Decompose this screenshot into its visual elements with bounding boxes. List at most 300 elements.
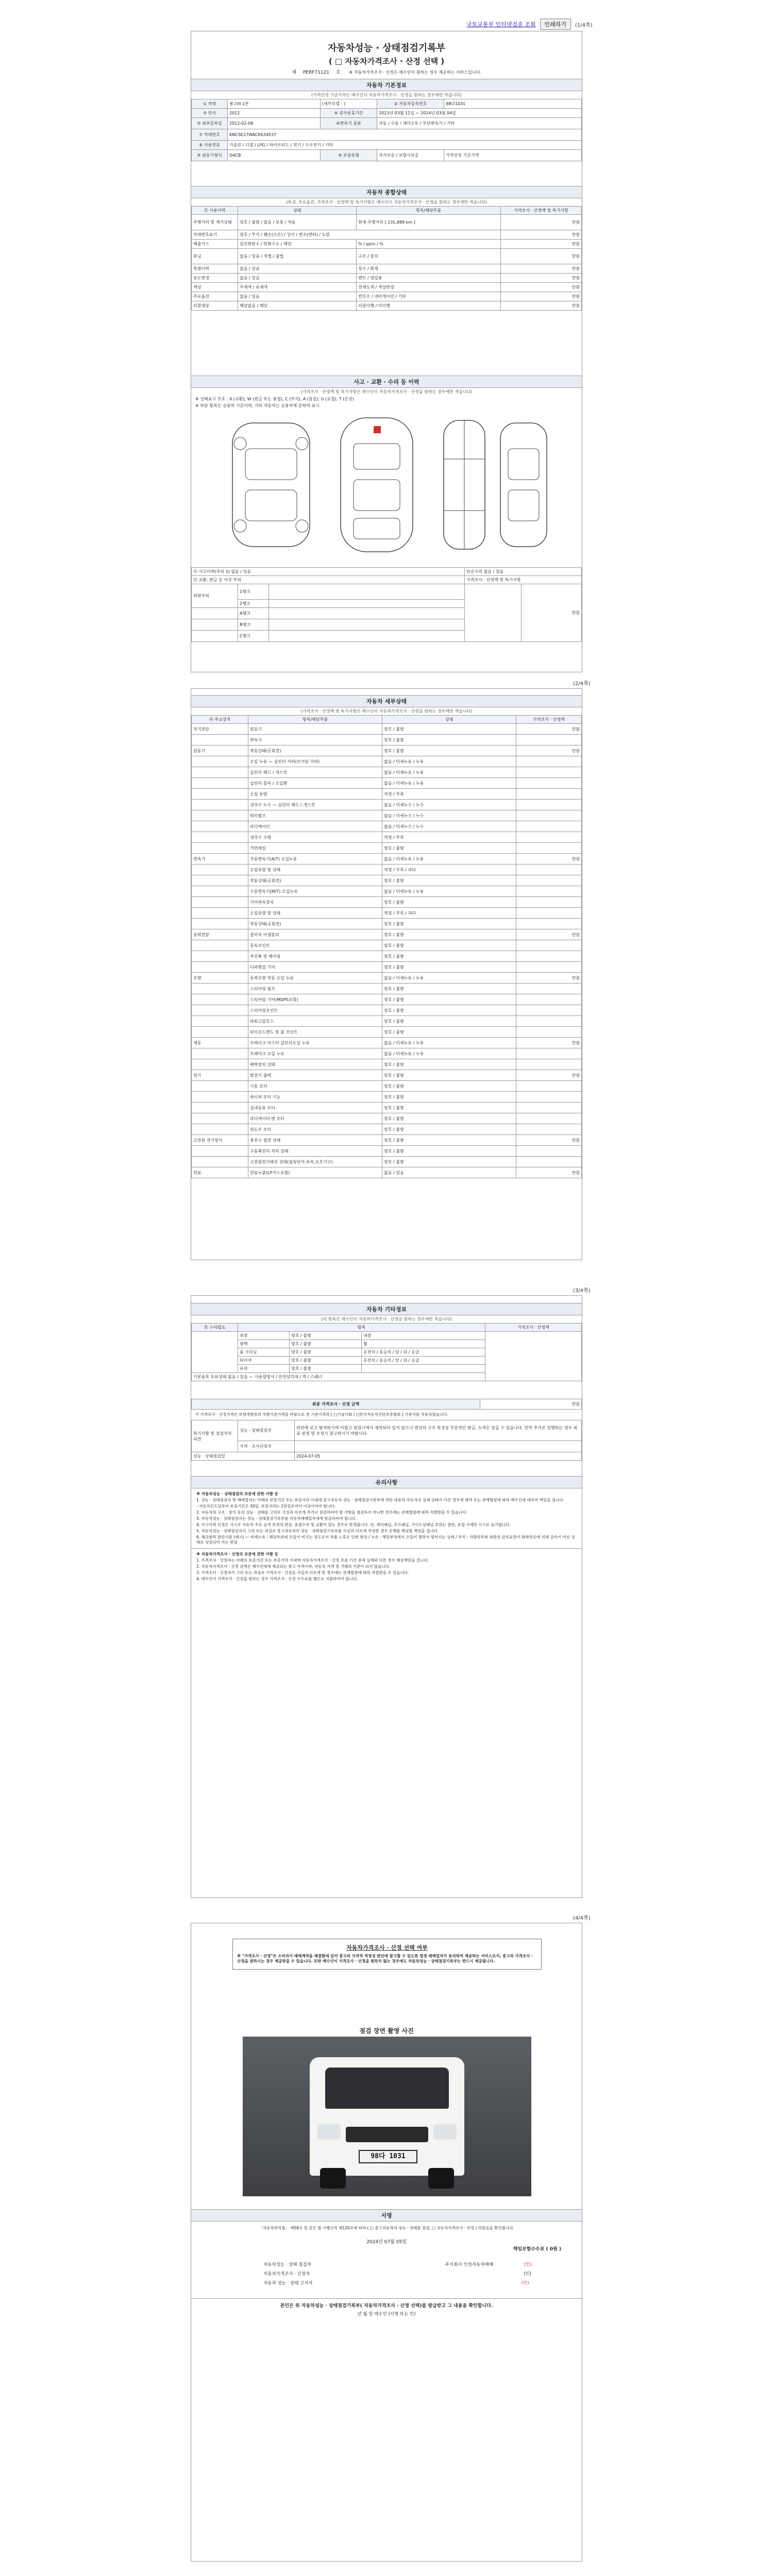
status-detail: 현재 주행거리 [ 231,888 km ] — [357, 215, 501, 230]
detail-device — [192, 994, 248, 1005]
etc-item: 룸 크리닝 — [238, 1348, 290, 1357]
detail-price — [516, 865, 582, 875]
final-price-unit: 만원 — [480, 1399, 582, 1410]
status-detail: 렌트 / 영업용 — [357, 274, 501, 283]
detail-row — [192, 789, 582, 800]
detail-price — [516, 778, 582, 789]
col-header: ⑭ 주요장치 — [192, 716, 248, 724]
status-price: 만원 — [501, 301, 582, 311]
simple-repair: 단순수리 없음 / 있음 — [465, 568, 582, 576]
truck-grille — [346, 2127, 428, 2142]
inspection-date-label: 성능 · 상태점검일 — [192, 1452, 295, 1461]
detail-part: 연료누출(LP가스포함) — [248, 1167, 382, 1178]
detail-part: 오일유량 및 상태 — [248, 908, 382, 919]
detail-price — [516, 789, 582, 800]
accident-note: (가격조사 · 산정액 및 특기사항은 매수인이 자동차가격조사 · 산정을 원하는 경우에만 적습니다) — [300, 389, 473, 394]
signature-date: 2024년 07월 05일 — [366, 2240, 407, 2245]
truck-windshield — [325, 2067, 449, 2109]
accident-table — [191, 567, 582, 642]
detail-state: 양호 / 불량 — [382, 919, 516, 929]
signature-title: 서명 — [191, 2209, 582, 2222]
detail-part: 실린더 헤드 / 개스킷 — [248, 767, 382, 778]
status-title: 자동차 종합상태 — [191, 186, 582, 198]
detail-state: 없음 / 미세누유 / 누유 — [382, 1048, 516, 1059]
detail-state: 없음 / 미세누수 / 누수 — [382, 810, 516, 821]
detail-device: 전기 — [192, 1070, 248, 1081]
signer-role: 자동차가격조사 · 산정자 — [263, 2272, 310, 2277]
accident-title: 사고 · 교환 · 수리 등 이력 — [191, 376, 582, 388]
vin: KNCSE27WACK634537 — [228, 129, 582, 141]
detail-device — [192, 1092, 248, 1103]
col-header: 항목/해당부품 — [357, 207, 501, 215]
detail-state: 양호 / 불량 — [382, 1103, 516, 1113]
detail-device — [192, 778, 248, 789]
detail-row — [192, 854, 582, 865]
buyer-confirmation: 본인은 위 자동차성능 · 상태점검기록부( 자동차가격조사 · 산정 선택)를 발급받고 그 내용을 확인합니다. — [191, 2298, 582, 2309]
detail-device: 고전원 전기장치 — [192, 1135, 248, 1146]
detail-row — [192, 919, 582, 929]
detail-row — [192, 886, 582, 897]
first-reg-date: 2012-02-09 — [228, 118, 321, 129]
detail-row — [192, 745, 582, 756]
detail-device — [192, 1157, 248, 1167]
detail-part: 스티어링 펌프 — [248, 984, 382, 994]
etc-title: 자동차 기타정보 — [191, 1303, 582, 1315]
detail-device — [192, 1081, 248, 1092]
detail-row — [192, 821, 582, 832]
license-plate: 98다 1031 — [359, 2150, 417, 2163]
cell-label: ⑩ 보증유형 — [321, 150, 377, 161]
car-left-side-diagram — [232, 423, 310, 547]
detail-row — [192, 1113, 582, 1124]
detail-price: 만원 — [516, 973, 582, 984]
detail-part: 스티어링 기어(MDPS포함) — [248, 994, 382, 1005]
detail-part: 수동변속기(M/T) 오일누유 — [248, 886, 382, 897]
signers — [263, 2260, 582, 2288]
signer-row — [263, 2269, 582, 2279]
detail-state: 양호 / 불량 — [382, 897, 516, 908]
exchange-parts: ⑬ 교환, 판금 등 이상 부위 — [192, 576, 465, 584]
detail-state: 양호 / 불량 — [382, 951, 516, 962]
cell-label: ③ 연식 — [192, 109, 228, 118]
document-number-row — [191, 69, 582, 75]
col-header: 상태 — [382, 716, 516, 724]
detail-device — [192, 832, 248, 843]
detail-part: 클러치 어셈블리 — [248, 929, 382, 940]
detail-price — [516, 908, 582, 919]
etc-item: 외장 — [238, 1332, 290, 1340]
damage-marker — [374, 426, 381, 433]
detail-state: 양호 / 불량 — [382, 1059, 516, 1070]
document-subtitle: ( □ 자동차가격조사 · 산정 선택 ) — [328, 57, 445, 66]
status-detail: 리콜이행 / 미이행 — [357, 301, 501, 311]
cell-label: ⑧ 사용연료 — [192, 141, 228, 150]
cell-label: ④ 검사유효기간 — [321, 109, 377, 118]
grade-label: 2랭크 — [238, 600, 269, 608]
detail-state: 적정 / 부족 — [382, 789, 516, 800]
signature-section — [191, 2209, 582, 2317]
detail-part: 냉각수 수량 — [248, 832, 382, 843]
detail-state: 양호 / 불량 — [382, 1016, 516, 1027]
detail-row — [192, 1027, 582, 1038]
detail-state: 양호 / 불량 — [382, 994, 516, 1005]
page-2 — [191, 688, 582, 1260]
detail-state: 없음 / 미세누유 / 누유 — [382, 886, 516, 897]
detail-state: 적정 / 부족 — [382, 832, 516, 843]
detail-device — [192, 800, 248, 810]
detail-price — [516, 756, 582, 767]
detail-part: 브레이크 마스터 실린더오일 누유 — [248, 1038, 382, 1048]
detail-price — [516, 984, 582, 994]
detail-part: 기어변속장치 — [248, 897, 382, 908]
signer-mark: (인) — [521, 2281, 529, 2286]
guide-item: 5. 자동차성능 · 상태점검자가 고의 또는 과실로 중고자동차의 성능 · 상태점검기록부를 사실과 다르게 작성한 경우 손해를 배상할 책임을 집니다. — [196, 1529, 439, 1533]
cell-label: ⑤ 최초등록일 — [192, 118, 228, 129]
detail-device — [192, 940, 248, 951]
status-state: 해당없음 / 해당 — [238, 301, 357, 311]
detail-part: 와이퍼 모터 기능 — [248, 1092, 382, 1103]
detail-price — [516, 1146, 582, 1157]
detail-device: 변속기 — [192, 854, 248, 865]
grade-label: C랭크 — [238, 631, 269, 642]
detail-state: 양호 / 불량 — [382, 724, 516, 735]
top-toolbar — [466, 19, 593, 30]
status-key: 튜닝 — [192, 249, 238, 264]
inspection-date: 2024-07-05 — [295, 1452, 582, 1461]
signer-row — [263, 2260, 582, 2269]
status-price: 만원 — [501, 264, 582, 274]
detail-device — [192, 1027, 248, 1038]
tire-right — [428, 2168, 454, 2189]
detail-part: 실내송풍 모터 — [248, 1103, 382, 1113]
price-select-body: ※ "가격조사 · 산정"은 소비자가 매매계약을 체결함에 있어 중고차 가격적 적정성 판단에 참고할 수 있도록 법정 매매업자가 동의하여 제공하는 서비스로서, 중고차 가격조사 · 산정을 원하시는 경우 제공받을 수 있습니다. 또한 매수인이 가격조사 · 산정을 원하지 않는 경우에도 자동차성능 · 상태점검기록부는 반드시 제공됩니다. — [237, 1954, 533, 1963]
page-4 — [191, 1923, 582, 2562]
detail-device — [192, 886, 248, 897]
detail-row — [192, 1048, 582, 1059]
signer-company: 주식회사 인천자동차매매 — [445, 2262, 493, 2267]
detail-price — [516, 994, 582, 1005]
detail-state: 없음 / 미세누유 / 누유 — [382, 756, 516, 767]
status-key: 차대번호표기 — [192, 230, 238, 240]
detail-row — [192, 832, 582, 843]
detail-device — [192, 821, 248, 832]
detail-row — [192, 735, 582, 745]
frame-label: 외판부위 — [192, 584, 238, 608]
accident-history: ⑫ 사고이력(주의 1) 없음 / 있음 — [192, 568, 465, 576]
etc-item: 운전석 / 동승석 / 앞 / 뒤 / 응급 — [362, 1357, 485, 1365]
page-number-3: (3/4쪽) — [573, 1288, 591, 1294]
final-price-table — [191, 1399, 582, 1410]
headlight-right — [433, 2124, 457, 2140]
etc-state: 양호 / 불량 — [290, 1332, 362, 1340]
detail-row — [192, 1092, 582, 1103]
detail-state: 양호 / 불량 — [382, 745, 516, 756]
detail-price — [516, 735, 582, 745]
detail-row — [192, 724, 582, 735]
detail-part: 타이로드엔드 및 볼 조인트 — [248, 1027, 382, 1038]
detail-row — [192, 800, 582, 810]
detail-row — [192, 1070, 582, 1081]
car-damage-diagram — [222, 408, 552, 562]
detail-part: 워터펌프 — [248, 810, 382, 821]
status-state: 없음 / 있음 / 적법 / 불법 — [238, 249, 357, 264]
detail-note: (가격조사 · 산정액 및 특기사항은 매수인이 자동차가격조사 · 산정을 원하는 경우에만 적습니다) — [300, 709, 473, 714]
detail-part: 배력장치 상태 — [248, 1059, 382, 1070]
signer-role: 자동차성능 · 상태 점검자 — [263, 2262, 311, 2267]
detail-state: 적정 / 부족 / 과다 — [382, 908, 516, 919]
signer-mark: (인) — [524, 2272, 532, 2277]
signer-role: 자동차 성능 · 상태 고지자 — [263, 2281, 313, 2286]
detail-price: 만원 — [516, 1038, 582, 1048]
status-key: 용도변경 — [192, 274, 238, 283]
detail-row — [192, 962, 582, 973]
engine-type: D4CB — [228, 150, 321, 161]
status-price: 만원 — [501, 292, 582, 301]
detail-state: 양호 / 불량 — [382, 875, 516, 886]
accident-legend-2: ※ 하단 항목은 승용차 기준이며, 기타 자동차는 승용차에 준하여 표시 — [195, 403, 320, 408]
guide-item: 1. 성능 · 상태점검자 및 매매업자는 아래의 보증기간 또는 보증거리 이내에 중고자동차 성능 · 상태점검기록부에 적힌 내용과 자동차의 실제 상태가 다른 경우에 계약 또는 관계법령에 따라 매수인에 대하여 책임을 집니다. — [196, 1498, 564, 1502]
guide-section-2 — [191, 1548, 582, 1585]
signature-statement: 「자동차관리법」 제58조 및 같은 법 시행규칙 제120조에 따라 ( □ 중고자동차의 성능 · 상태를 점검, □ 자동차가격조사 · 산정 ) 하였음을 확인합니다. — [259, 2226, 514, 2230]
inspection-photo — [243, 2037, 531, 2196]
detail-part: 충전구 절연 상태 — [248, 1135, 382, 1146]
status-state: 없음 / 있음 — [238, 274, 357, 283]
etc-item: 운전석 / 동승석 / 앞 / 뒤 / 응급 — [362, 1348, 485, 1357]
detail-price — [516, 1124, 582, 1135]
status-price: 만원 — [501, 230, 582, 240]
status-key: 리콜대상 — [192, 301, 238, 311]
detail-device: 동력전달 — [192, 929, 248, 940]
etc-item: 타이어 — [238, 1357, 290, 1365]
grade-label: B랭크 — [238, 619, 269, 631]
opinion-table — [191, 1420, 582, 1461]
detail-row — [192, 1103, 582, 1113]
cell-label: ⑥변속기 종류 — [321, 118, 377, 129]
status-state: 없음 / 있음 — [238, 264, 357, 274]
detail-state: 양호 / 불량 — [382, 1113, 516, 1124]
detail-device — [192, 919, 248, 929]
detail-price: 만원 — [516, 929, 582, 940]
signer-mark: (인) — [524, 2262, 532, 2267]
detail-part: 라디에이터 팬 모터 — [248, 1113, 382, 1124]
detail-part: 라디에이터 — [248, 821, 382, 832]
page-number-2: (2/4쪽) — [573, 681, 591, 687]
detail-state: 양호 / 불량 — [382, 843, 516, 854]
detail-device — [192, 962, 248, 973]
detail-row — [192, 1038, 582, 1048]
guide-item: - 자동차인도일부터 보증기간은 30일, 보증거리는 2천킬로미터 이상이어야 합니다. — [196, 1504, 336, 1509]
detail-table — [191, 715, 582, 1178]
detail-price: 만원 — [516, 854, 582, 865]
detail-price — [516, 875, 582, 886]
detail-part: 윈도우 모터 — [248, 1124, 382, 1135]
detail-part: 실린더 블록 / 오일팬 — [248, 778, 382, 789]
detail-state: 양호 / 불량 — [382, 1135, 516, 1146]
col-header: 가격조사 · 산정액 — [516, 716, 582, 724]
col-header: 가격조사 · 산정액 — [485, 1324, 582, 1332]
status-key: 특별이력 — [192, 264, 238, 274]
detail-row — [192, 778, 582, 789]
buyer-signature-line: 년 월 일 매수인 (서명 또는 인) — [357, 2312, 416, 2317]
basic-items: 기본품목 보유상태 없음 / 있음 — 사용설명서 / 안전삼각대 / 잭 / 스패너 — [192, 1373, 485, 1381]
guide-item: 3. 자동차성능 · 상태점검자는 성능 · 상태점검기록부를 자동차매매업자에게 발급하여야 합니다. — [196, 1516, 357, 1521]
price-label: 가격조사 · 산정액 및 특기사항 — [465, 576, 582, 584]
opinion-sub: 성능 · 상태점검자 — [238, 1420, 295, 1441]
detail-part: 오일유량 및 상태 — [248, 865, 382, 875]
cell-label: ⑦ 차대번호 — [192, 129, 228, 141]
detail-part: 변속기 — [248, 735, 382, 745]
detail-row — [192, 1167, 582, 1178]
detail-state: 없음 / 미세누유 / 누유 — [382, 973, 516, 984]
accident-price: 만원 — [522, 584, 582, 642]
detail-price: 만원 — [516, 724, 582, 735]
detail-device — [192, 1048, 248, 1059]
print-button[interactable]: 인쇄하기 — [540, 19, 572, 30]
detail-price — [516, 919, 582, 929]
doc-no: PERF71121 — [303, 70, 330, 75]
detail-row — [192, 1157, 582, 1167]
car-frame-diagram — [444, 420, 485, 549]
opinion-text: 외관에 보고 탐색하기에 어렵고 점검시에서 제작되어 있지 않으나 엔진의 구조 특성상 부분적인 판금, 도색은 있을 수 있습니다. 만약 추가로 진행하는 경우 최종 판정 및 조정시 참고하시기 바랍니다. — [295, 1420, 582, 1441]
detail-device — [192, 1016, 248, 1027]
detail-row — [192, 1081, 582, 1092]
col-header: 항목/해당부품 — [248, 716, 382, 724]
detail-price — [516, 1048, 582, 1059]
detail-row — [192, 973, 582, 984]
base-price: 가격산정 기준가격 — [444, 150, 582, 161]
detail-row — [192, 810, 582, 821]
detail-state: 양호 / 불량 — [382, 984, 516, 994]
detail-price — [516, 1157, 582, 1167]
status-detail: 구조 / 장치 — [357, 249, 501, 264]
final-price-note-text: 이 가격조사 · 산정가격은 보험개발원의 차량기준가액을 바탕으로 한 기준가격과 [ □기술사회 / □한국자동차진단보증협회 ] 기준서를 적용하였습니다. — [195, 1412, 448, 1417]
guide-item: 1. 가격조사 · 산정자는 아래의 보증기간 또는 보증거리 이내에 자동차가격조사 · 산정 보증 기간 중에 실제와 다른 경우 배상책임을 집니다. — [196, 1558, 429, 1563]
guide-heading: ※ 자동차가격조사 · 산정의 보증에 관한 사항 등 — [196, 1552, 278, 1556]
warranty-type: 자가보증 / 보험사보증 — [377, 150, 444, 161]
detail-price — [516, 1016, 582, 1027]
detail-row — [192, 756, 582, 767]
detail-device — [192, 875, 248, 886]
status-price: 만원 — [501, 215, 582, 230]
detail-part: 작동상태(공회전) — [248, 875, 382, 886]
detail-part: 냉각수 누수 — 실린더 헤드 / 개스킷 — [248, 800, 382, 810]
document-title: 자동차성능 · 상태점검기록부 — [327, 43, 446, 54]
detail-price — [516, 1113, 582, 1124]
status-key: 주요옵션 — [192, 292, 238, 301]
detail-row — [192, 951, 582, 962]
detail-price — [516, 810, 582, 821]
price-select-body-wrap — [237, 1954, 537, 1964]
detail-row — [192, 940, 582, 951]
detail-device — [192, 1146, 248, 1157]
car-top-view-diagram — [341, 418, 413, 552]
detail-price — [516, 1081, 582, 1092]
detail-price: 만원 — [516, 745, 582, 756]
detail-state: 양호 / 불량 — [382, 1157, 516, 1167]
detail-state: 양호 / 불량 — [382, 1146, 516, 1157]
etc-state: 양호 / 불량 — [290, 1340, 362, 1348]
detail-row — [192, 767, 582, 778]
status-key: 색상 — [192, 283, 238, 292]
detail-state: 없음 / 미세누유 / 누유 — [382, 854, 516, 865]
detail-part: 오일 유량 — [248, 789, 382, 800]
etc-state: 양호 / 불량 — [290, 1357, 362, 1365]
verify-link[interactable]: 국토교통부 인터넷검증 조회 — [466, 21, 536, 28]
detail-row — [192, 897, 582, 908]
detail-device — [192, 984, 248, 994]
accident-legend: ※ 상태표시 부호 : X (교환), W (판금 또는 용접), C (부식), A (흠집), U (요철), T (손상) — [195, 397, 355, 401]
guide-item: 4. 사고이력 인정은 사고로 자동차 주요 골격 부위의 판금, 용접수리 및 교환이 있는 경우로 한정합니다. 단, 쿼터패널, 루프패널, 사이드실패널 부위는 절단, 용접 시에만 사고로 표기합니다. — [196, 1522, 511, 1527]
detail-row — [192, 1146, 582, 1157]
col-header: 항목 — [238, 1324, 485, 1332]
detail-part: 구동축전지 격리 상태 — [248, 1146, 382, 1157]
detail-state: 양호 / 불량 — [382, 962, 516, 973]
detail-part: 커먼레일 — [248, 843, 382, 854]
detail-row — [192, 865, 582, 875]
doc-no-label: 제 — [292, 70, 296, 75]
guide-item: 4. 매수인이 가격조사 · 산정을 원하는 경우 가격조사 · 산정 수수료를 별도로 지불하여야 합니다. — [196, 1577, 358, 1581]
detail-price — [516, 886, 582, 897]
page-number: (1/4쪽) — [575, 22, 593, 28]
col-header: 상태 — [238, 207, 357, 215]
detail-part: 고전원전기배선 상태(접속단자,피복,보호기구) — [248, 1157, 382, 1167]
detail-price — [516, 767, 582, 778]
doc-no-suffix: 호 — [335, 70, 341, 75]
status-state: 양호 / 부식 / 훼손(오손) / 상이 / 변조(변타) / 도말 — [238, 230, 501, 240]
detail-price: 만원 — [516, 1167, 582, 1178]
status-state: 무채색 / 유채색 — [238, 283, 357, 292]
opinion-sub: 가격 · 조사산정자 — [238, 1441, 295, 1452]
detail-device: 자기진단 — [192, 724, 248, 735]
detail-row — [192, 984, 582, 994]
detail-part: 시동 모터 — [248, 1081, 382, 1092]
detail-device: 조향 — [192, 973, 248, 984]
page-3 — [191, 1295, 582, 1898]
status-price: 만원 — [501, 274, 582, 283]
year: 2012 — [228, 109, 321, 118]
etc-item: 유리 — [238, 1365, 290, 1373]
detail-device — [192, 897, 248, 908]
detail-price — [516, 1059, 582, 1070]
guide-item: 2. 자동차의 구조 · 장치 등의 성능 · 상태를 고의로 사실과 다르게 적거나 점검하여야 할 사항을 점검하지 아니한 경우에는 관계법령에 따라 처벌받을 수 있습니다. — [196, 1510, 467, 1515]
basic-info-table — [191, 99, 582, 161]
detail-state: 양호 / 불량 — [382, 1005, 516, 1016]
basic-info-note: (가격산정 기준가격은 매수인이 자동차가격조사 · 산정을 원하는 경우에만 적습니다) — [311, 93, 462, 97]
col-header: ⑮ 수리필요 — [192, 1324, 238, 1332]
detail-part: 스티어링조인트 — [248, 1005, 382, 1016]
insurance-fee: 책임보험수수료 ( 0원 ) — [513, 2247, 561, 2252]
page-1 — [191, 31, 582, 672]
detail-part: 발전기 출력 — [248, 1070, 382, 1081]
detail-row — [192, 1005, 582, 1016]
car-model: (세부모델 : ) — [321, 99, 377, 109]
detail-device — [192, 735, 248, 745]
detail-device — [192, 1113, 248, 1124]
status-state: 없음 / 있음 — [238, 292, 357, 301]
detail-price: 만원 — [516, 1135, 582, 1146]
guide-item: 3. 가격조사 · 산정자가 고의 또는 과실로 가격조사 · 산정을 사실과 다르게 한 경우에는 관계법령에 따라 처벌받을 수 있습니다. — [196, 1570, 409, 1575]
detail-state: 없음 / 미세누수 / 누수 — [382, 800, 516, 810]
etc-item: 광택 — [238, 1340, 290, 1348]
detail-row — [192, 843, 582, 854]
status-detail: % / ppm / % — [357, 240, 501, 249]
final-price-note — [191, 1410, 582, 1420]
status-state: 일산화탄소 / 탄화수소 / 매연 — [238, 240, 357, 249]
detail-device — [192, 865, 248, 875]
status-detail: 침수 / 화재 — [357, 264, 501, 274]
detail-state: 없음 / 미세누수 / 누수 — [382, 821, 516, 832]
status-state: 양호 / 불량 / 많음 / 보통 / 적음 — [238, 215, 357, 230]
